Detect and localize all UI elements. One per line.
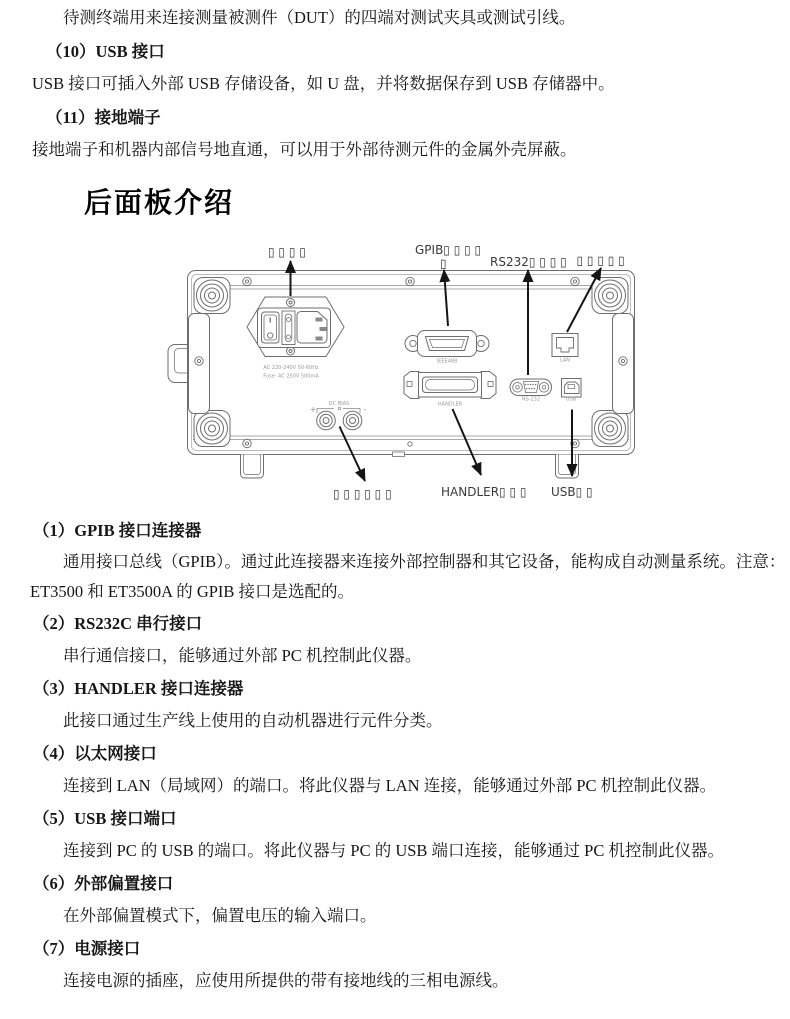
intro-paragraph-terminals: 待测终端用来连接测量被测件（DUT）的四端对测试夹具或测试引线。 [63, 8, 576, 27]
ieee488-label: IEEE488 [436, 358, 458, 365]
left-side-bracket [189, 314, 210, 414]
rear-panel-diagram [150, 232, 655, 507]
power-rating-text: AC 220-240V 50-60Hz [263, 365, 319, 371]
section-1-title: （1）GPIB 接口连接器 [33, 521, 202, 540]
section-2-body: 串行通信接口，能够通过外部 PC 机控制此仪器。 [63, 646, 422, 665]
corner-foot [194, 411, 230, 447]
callout-label-power: ▯ ▯ ▯ ▯ [268, 245, 306, 259]
callout-label-usb: USB▯ ▯ [551, 485, 593, 499]
callout-label-lan: ▯ ▯ ▯ ▯ ▯ [576, 253, 625, 268]
callout-label-handler: HANDLER▯ ▯ ▯ [441, 485, 527, 499]
callout-label-rs232: RS232▯ ▯ ▯ ▯ [490, 255, 567, 269]
section-6-body: 在外部偏置模式下，偏置电压的输入端口。 [63, 906, 377, 925]
intro-paragraph-ground: 接地端子和机器内部信号地直通，可以用于外部待测元件的金属外壳屏蔽。 [32, 140, 577, 159]
corner-foot [592, 278, 628, 314]
callout-label-gpib-wrap: ▯ [440, 256, 447, 271]
intro-heading-usb: （10）USB 接口 [46, 42, 165, 61]
usb-port-label: USB [565, 396, 577, 403]
section-4-title: （4）以太网接口 [33, 744, 157, 763]
dc-bias-label: DC BIAS [328, 401, 350, 407]
section-5-title: （5）USB 接口端口 [33, 809, 177, 828]
section-4-body: 连接到 LAN（局域网）的端口。将此仪器与 LAN 连接，能够通过外部 PC 机控制此仪器。 [63, 776, 717, 795]
power-rating-text: Fuse: AC 250V 500mA [263, 373, 319, 380]
section-1-body: 通用接口总线（GPIB）。通过此连接器来连接外部控制器和其它设备，能构成自动测量系统。注意：ET3500 和 ET3500A 的 GPIB 接口是选配的。 [30, 552, 786, 601]
power-inlet-module [247, 297, 344, 357]
page-title: 后面板介绍 [84, 187, 235, 218]
callout-label-gpib: GPIB▯ ▯ ▯ ▯ [415, 243, 482, 257]
section-3-title: （3）HANDLER 接口连接器 [33, 679, 244, 698]
intro-heading-ground: （11）接地端子 [46, 108, 161, 127]
corner-foot [592, 411, 628, 447]
bottom-notch [393, 452, 405, 457]
dc-bias-minus-sign: - [363, 405, 367, 414]
section-7-body: 连接电源的插座，应使用所提供的带有接地线的三相电源线。 [63, 971, 509, 990]
right-side-bracket [613, 314, 634, 414]
section-3-body: 此接口通过生产线上使用的自动机器进行元件分类。 [63, 711, 443, 730]
section-7-title: （7）电源接口 [33, 939, 141, 958]
dc-bias-plus-sign: + [309, 405, 317, 414]
rs232-connector-label: RS-232 [522, 396, 540, 403]
section-2-title: （2）RS232C 串行接口 [33, 614, 203, 633]
corner-foot [194, 278, 230, 314]
section-6-title: （6）外部偏置接口 [33, 874, 174, 893]
bottom-feet [241, 452, 579, 478]
handler-connector-label: HANDLER [437, 401, 463, 408]
intro-paragraph-usb: USB 接口可插入外部 USB 存储设备，如 U 盘，并将数据保存到 USB 存储器中。 [32, 74, 615, 93]
left-handle-tab [168, 345, 189, 383]
lan-port-label: LAN [559, 357, 571, 364]
callout-label-dc-bias: ▯ ▯ ▯ ▯ ▯ ▯ [333, 487, 392, 501]
section-5-body: 连接到 PC 的 USB 的端口。将此仪器与 PC 的 USB 端口连接，能够通过 PC 机控制此仪器。 [63, 841, 724, 860]
